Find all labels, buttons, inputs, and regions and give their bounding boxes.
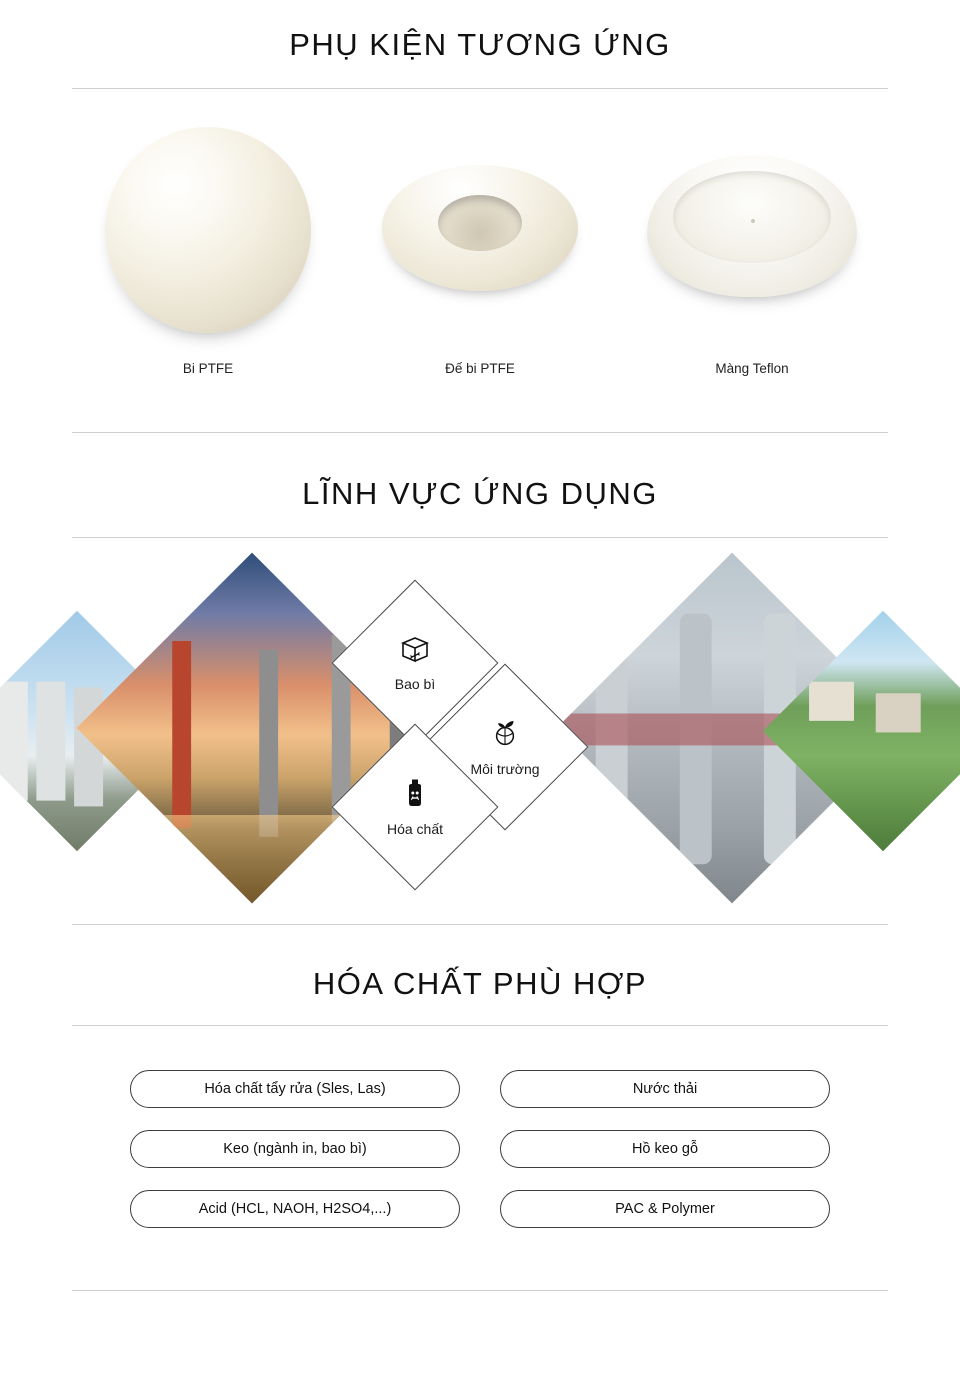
accessories-row xyxy=(72,89,888,376)
chemical-pill[interactable]: Hóa chất tẩy rửa (Sles, Las) xyxy=(130,1070,460,1108)
accessory-label: Màng Teflon xyxy=(715,361,789,377)
accessories-title: PHỤ KIỆN TƯƠNG ỨNG xyxy=(289,27,671,62)
applications-title: LĨNH VỰC ỨNG DỤNG xyxy=(302,476,658,512)
box-icon xyxy=(400,635,430,668)
section-chemicals xyxy=(0,876,960,1291)
accessory-label: Bi PTFE xyxy=(182,361,234,377)
badge-label: Hóa chất xyxy=(386,820,444,837)
accessory-item-membrane xyxy=(616,115,888,376)
section-applications xyxy=(0,376,960,876)
accessory-label: Đế bi PTFE xyxy=(445,361,515,377)
badge-label: Bao bì xyxy=(394,675,436,692)
divider xyxy=(72,537,888,538)
ptfe-seat-icon xyxy=(344,115,616,345)
eco-globe-icon xyxy=(490,718,520,753)
section-accessories xyxy=(0,0,960,376)
divider xyxy=(72,1025,888,1026)
ptfe-ball-icon xyxy=(72,115,344,345)
chemicals-title: HÓA CHẤT PHÙ HỢP xyxy=(312,966,648,1002)
badge-label: Môi trường xyxy=(470,760,540,777)
accessory-item-ball xyxy=(72,115,344,376)
chemical-hazard-bottle-icon xyxy=(402,778,428,813)
divider xyxy=(72,1290,888,1291)
accessory-item-seat xyxy=(344,115,616,376)
teflon-membrane-icon xyxy=(616,115,888,345)
chemicals-grid xyxy=(130,1070,830,1228)
chemical-pill[interactable]: Nước thải xyxy=(500,1070,830,1108)
chemical-pill[interactable]: Acid (HCL, NAOH, H2SO4,...) xyxy=(130,1190,460,1228)
chemical-pill[interactable]: Hồ keo gỗ xyxy=(500,1130,830,1168)
application-diamond-collage xyxy=(0,576,960,876)
chemical-pill[interactable]: PAC & Polymer xyxy=(500,1190,830,1228)
chemical-pill[interactable]: Keo (ngành in, bao bì) xyxy=(130,1130,460,1168)
